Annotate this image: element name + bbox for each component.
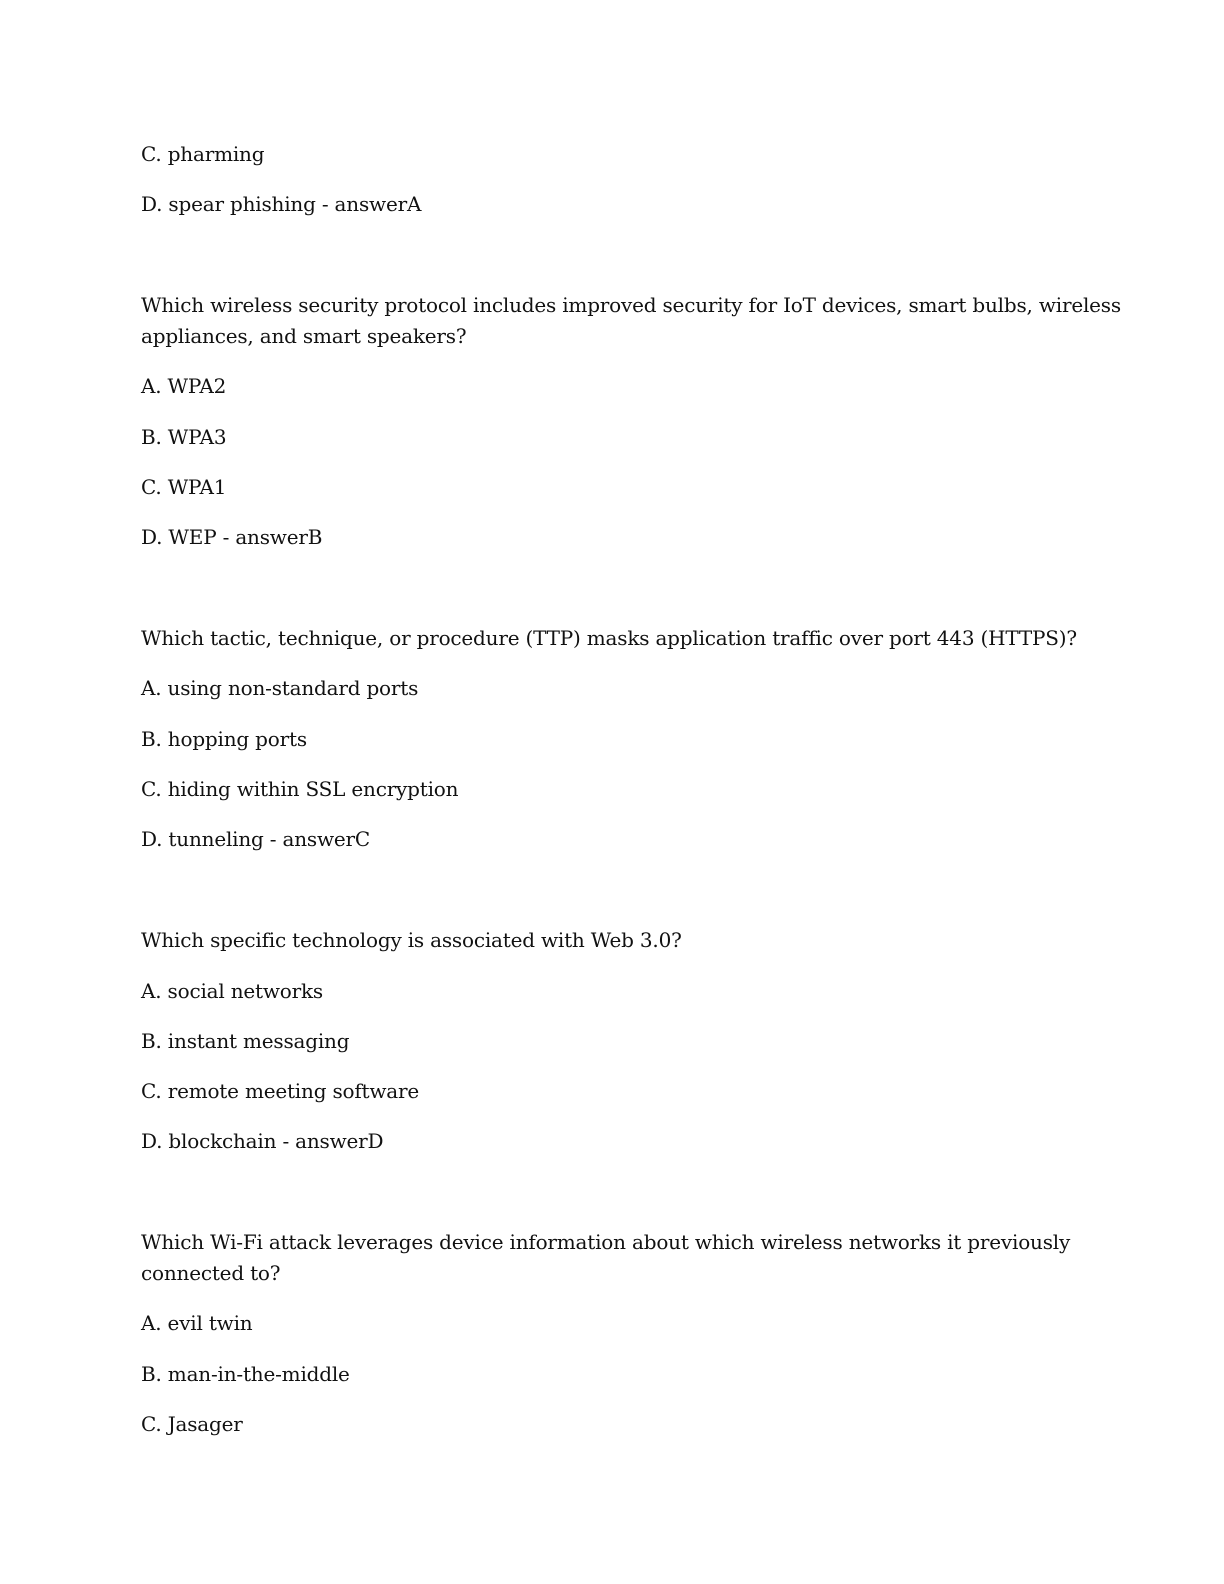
- answer-option: C. remote meeting software: [141, 1079, 420, 1103]
- answer-option: C. hiding within SSL encryption: [141, 777, 459, 801]
- question-text: Which tactic, technique, or procedure (TTP) masks application traffic over port 443 (HTTPS)?: [141, 626, 1077, 650]
- answer-option: A. using non-standard ports: [141, 676, 419, 700]
- answer-option: B. WPA3: [141, 425, 227, 449]
- question-text: Which Wi-Fi attack leverages device information about which wireless networks it previously: [141, 1230, 1071, 1254]
- answer-option: C. WPA1: [141, 475, 227, 499]
- question-text: connected to?: [141, 1261, 281, 1285]
- answer-option: A. social networks: [141, 979, 323, 1003]
- question-text: appliances, and smart speakers?: [141, 324, 467, 348]
- answer-option: D. tunneling - answerC: [141, 827, 370, 851]
- answer-option: D. blockchain - answerD: [141, 1129, 384, 1153]
- answer-option: C. pharming: [141, 142, 265, 166]
- answer-option: D. spear phishing - answerA: [141, 192, 422, 216]
- answer-option: A. WPA2: [141, 374, 227, 398]
- question-text: Which wireless security protocol includes improved security for IoT devices, smart bulbs, wireless: [141, 293, 1121, 317]
- answer-option: C. Jasager: [141, 1412, 243, 1436]
- answer-option: D. WEP - answerB: [141, 525, 323, 549]
- answer-option: A. evil twin: [141, 1311, 253, 1335]
- question-text: Which specific technology is associated with Web 3.0?: [141, 928, 682, 952]
- answer-option: B. instant messaging: [141, 1029, 350, 1053]
- answer-option: B. man-in-the-middle: [141, 1362, 350, 1386]
- answer-option: B. hopping ports: [141, 727, 307, 751]
